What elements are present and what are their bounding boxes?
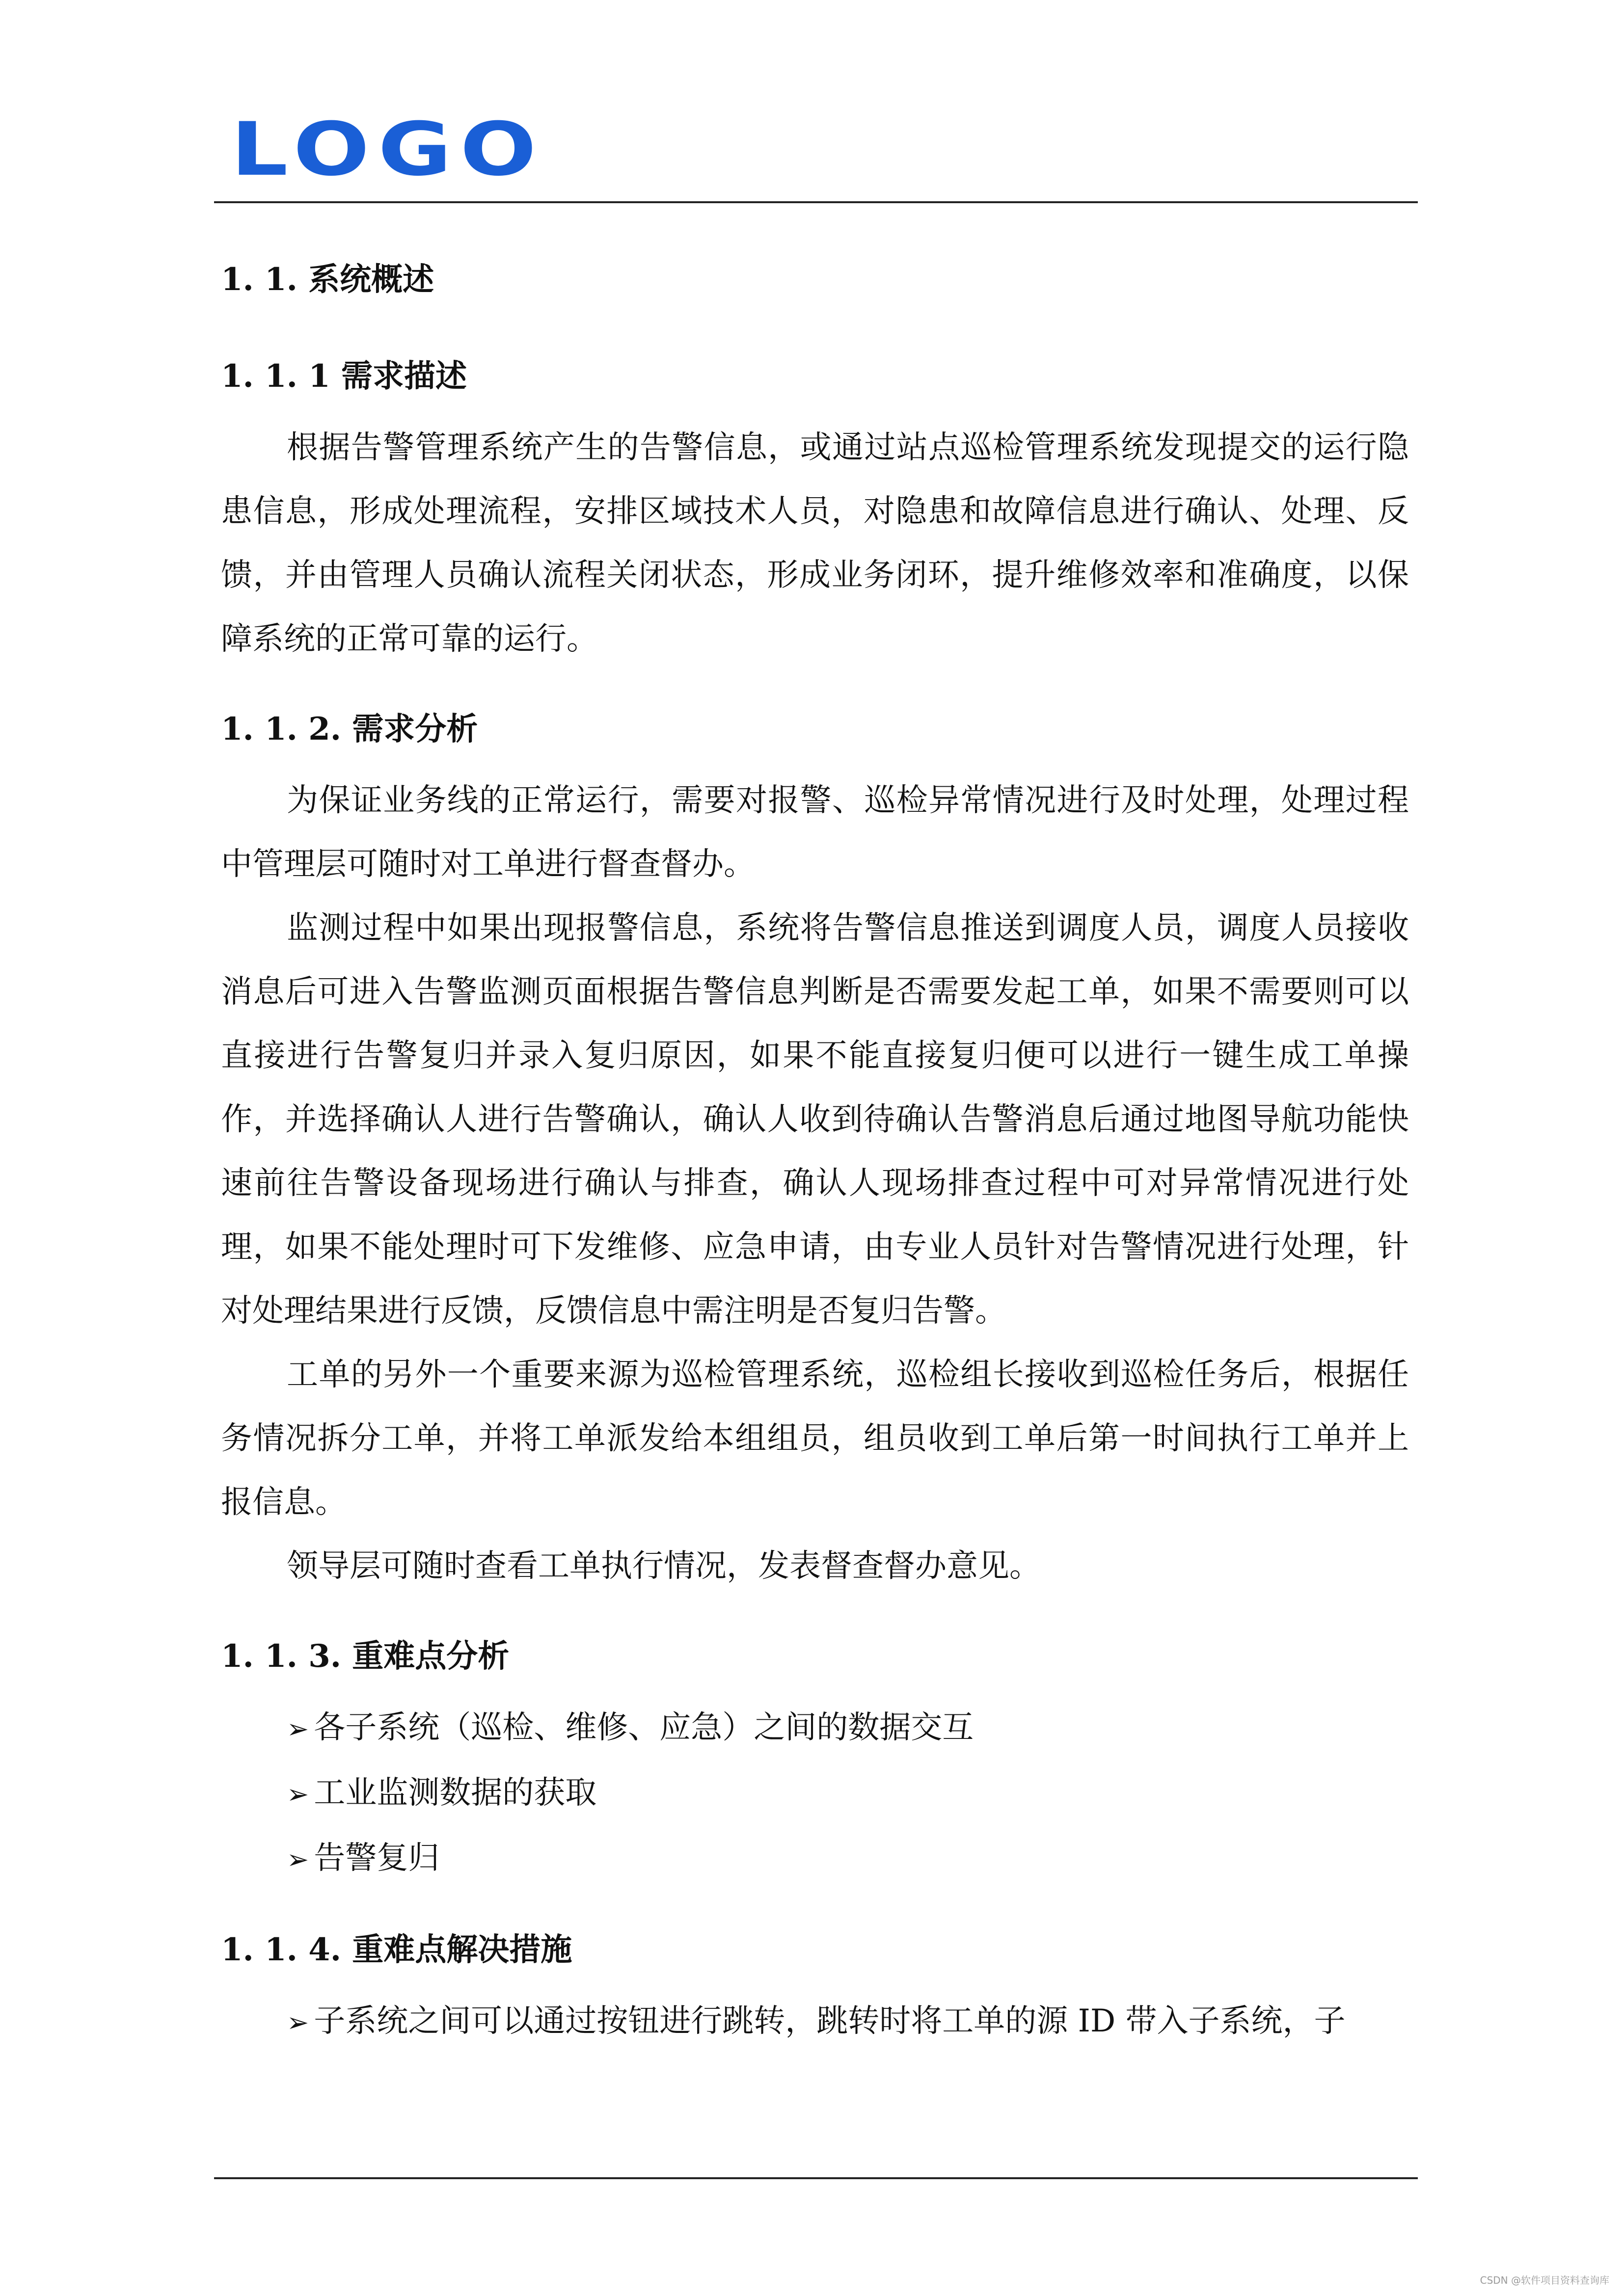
arrow-bullet-icon: ➢ bbox=[287, 1779, 309, 1810]
bullet-text: 子系统之间可以通过按钮进行跳转，跳转时将工单的源 ID 带入子系统，子 bbox=[314, 2003, 1346, 2039]
bullet-item bbox=[221, 1826, 1409, 1892]
paragraph-analysis-3: 工单的另外一个重要来源为巡检管理系统，巡检组长接收到巡检任务后，根据任务情况拆分工单，并将工单派发给本组组员，组员收到工单后第一时间执行工单并上报信息。 bbox=[221, 1357, 1409, 1521]
paragraph-analysis-4: 领导层可随时查看工单执行情况，发表督查督办意见。 bbox=[287, 1548, 1041, 1584]
watermark: CSDN @软件项目资料查询库 bbox=[1480, 2274, 1609, 2286]
arrow-bullet-icon: ➢ bbox=[287, 1713, 309, 1744]
logo: LOGO bbox=[231, 107, 545, 192]
bullet-item bbox=[221, 1761, 1409, 1826]
section-heading-1-1-4: 1. 1. 4. 重难点解决措施 bbox=[221, 1931, 572, 1968]
paragraph-analysis-1: 为保证业务线的正常运行，需要对报警、巡检异常情况进行及时处理，处理过程中管理层可随时对工单进行督查督办。 bbox=[221, 782, 1409, 882]
document-body bbox=[221, 255, 1409, 2055]
paragraph-requirement-description: 根据告警管理系统产生的告警信息，或通过站点巡检管理系统发现提交的运行隐患信息，形成处理流程，安排区域技术人员，对隐患和故障信息进行确认、处理、反馈，并由管理人员确认流程关闭状态，形成业务闭环，提升维修效率和准确度，以保障系统的正常可靠的运行。 bbox=[221, 429, 1409, 657]
paragraph-analysis-2: 监测过程中如果出现报警信息，系统将告警信息推送到调度人员，调度人员接收消息后可进入告警监测页面根据告警信息判断是否需要发起工单，如果不需要则可以直接进行告警复归并录入复归原因，如果不能直接复归便可以进行一键生成工单操作，并选择确认人进行告警确认，确认人收到待确认告警消息后通过地图导航功能快速前往告警设备现场进行确认与排查，确认人现场排查过程中可对异常情况进行处理，如果不能处理时可下发维修、应急申请，由专业人员针对告警情况进行处理，针对处理结果进行反馈，反馈信息中需注明是否复归告警。 bbox=[221, 910, 1409, 1329]
section-heading-1-1-2: 1. 1. 2. 需求分析 bbox=[221, 711, 478, 748]
bullet-text: 告警复归 bbox=[314, 1840, 440, 1876]
section-heading-1-1-3: 1. 1. 3. 重难点分析 bbox=[221, 1638, 510, 1675]
bullet-text: 各子系统（巡检、维修、应急）之间的数据交互 bbox=[314, 1709, 974, 1746]
arrow-bullet-icon: ➢ bbox=[287, 2007, 309, 2038]
bullet-item bbox=[221, 1696, 1409, 1761]
bullet-item bbox=[221, 1989, 1409, 2055]
arrow-bullet-icon: ➢ bbox=[287, 1844, 309, 1875]
section-heading-1-1-1: 1. 1. 1 需求描述 bbox=[221, 358, 467, 395]
section-heading-1-1: 1. 1. 系统概述 bbox=[221, 261, 434, 298]
bullet-text: 工业监测数据的获取 bbox=[314, 1775, 597, 1811]
header-divider bbox=[214, 201, 1418, 203]
footer-divider bbox=[214, 2177, 1418, 2179]
